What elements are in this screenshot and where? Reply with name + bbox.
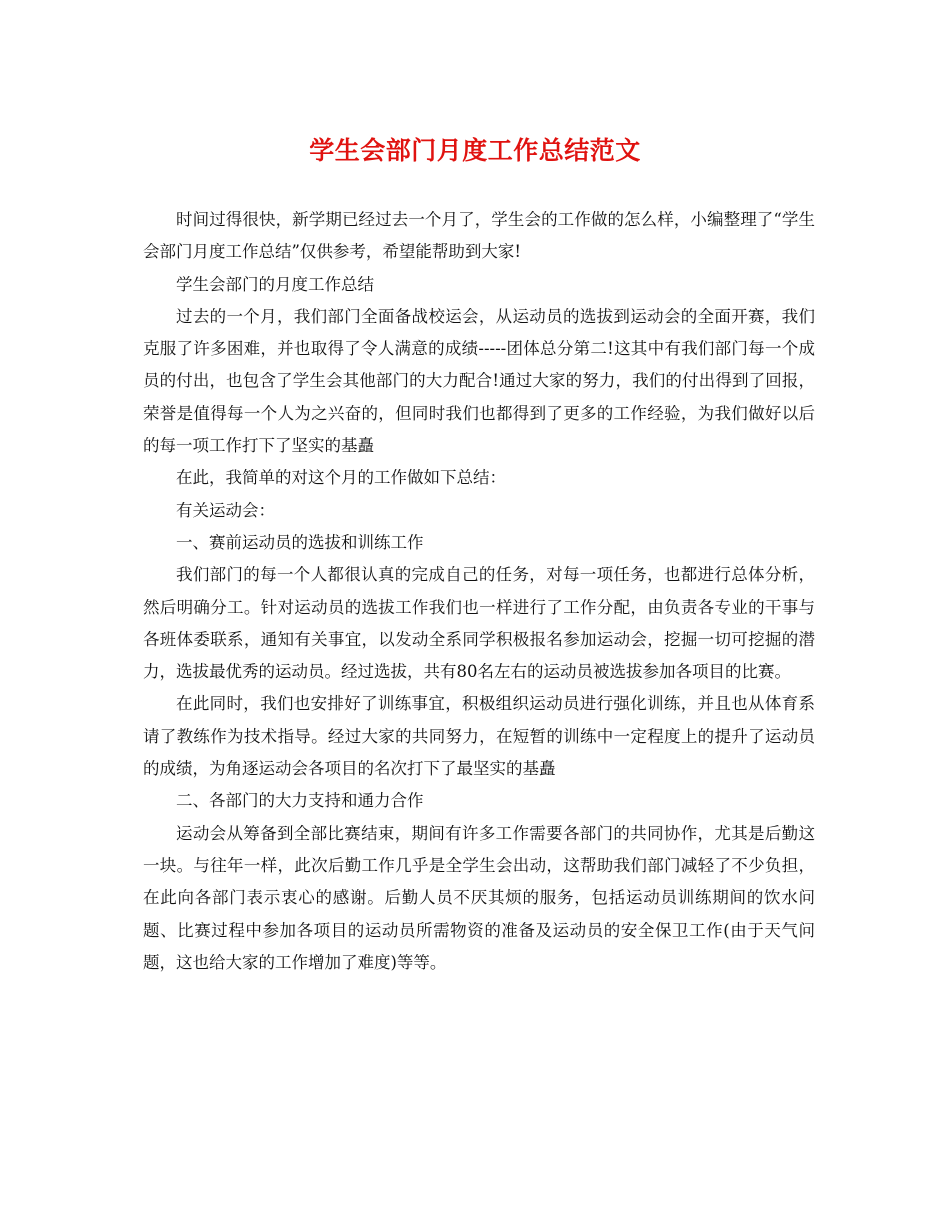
- section-heading-cooperation: 二、各部门的大力支持和通力合作: [176, 791, 424, 811]
- document-body: [143, 204, 815, 979]
- section-heading-summary: 学生会部门的月度工作总结: [176, 274, 374, 294]
- body-paragraph-summary-intro: 在此，我简单的对这个月的工作做如下总结：: [176, 468, 506, 488]
- body-paragraph-selection: 我们部门的每一个人都很认真的完成自己的任务，对每一项任务，也都进行总体分析，然后明确分工。针对运动员的选拔工作我们也一样进行了工作分配，由负责各专业的干事与各班体委联系，通知有关事宜，以发动全系同学积极报名参加运动会，挖掘一切可挖掘的潜力，选拔最优秀的运动员。经过选拔，共有80名左右的运动员被选拔参加各项目的比赛。: [143, 565, 815, 682]
- document-title: 学生会部门月度工作总结范文: [309, 136, 641, 165]
- section-heading-selection-training: 一、赛前运动员的选拔和训练工作: [176, 532, 424, 552]
- section-heading-sports-meet: 有关运动会：: [176, 500, 275, 520]
- body-paragraph-logistics: 运动会从筹备到全部比赛结束，期间有许多工作需要各部门的共同协作，尤其是后勤这一块。与往年一样，此次后勤工作几乎是全学生会出动，这帮助我们部门减轻了不少负担，在此向各部门表示衷心的感谢。后勤人员不厌其烦的服务，包括运动员训练期间的饮水问题、比赛过程中参加各项目的运动员所需物资的准备及运动员的安全保卫工作(由于天气问题，这也给大家的工作增加了难度)等等。: [143, 823, 815, 972]
- intro-paragraph: 时间过得很快，新学期已经过去一个月了，学生会的工作做的怎么样，小编整理了“学生会部门月度工作总结”仅供参考，希望能帮助到大家!: [143, 210, 815, 262]
- body-paragraph-past-month: 过去的一个月，我们部门全面备战校运会，从运动员的选拔到运动会的全面开赛，我们克服了许多困难，并也取得了令人满意的成绩-----团体总分第二!这其中有我们部门每一个成员的付出，也包含了学生会其他部门的大力配合!通过大家的努力，我们的付出得到了回报，荣誉是值得每一个人为之兴奋的，但同时我们也都得到了更多的工作经验，为我们做好以后的每一项工作打下了坚实的基矗: [143, 306, 815, 456]
- body-paragraph-training: 在此同时，我们也安排好了训练事宜，积极组织运动员进行强化训练，并且也从体育系请了教练作为技术指导。经过大家的共同努力，在短暂的训练中一定程度上的提升了运动员的成绩，为角逐运动会各项目的名次打下了最坚实的基矗: [143, 694, 815, 779]
